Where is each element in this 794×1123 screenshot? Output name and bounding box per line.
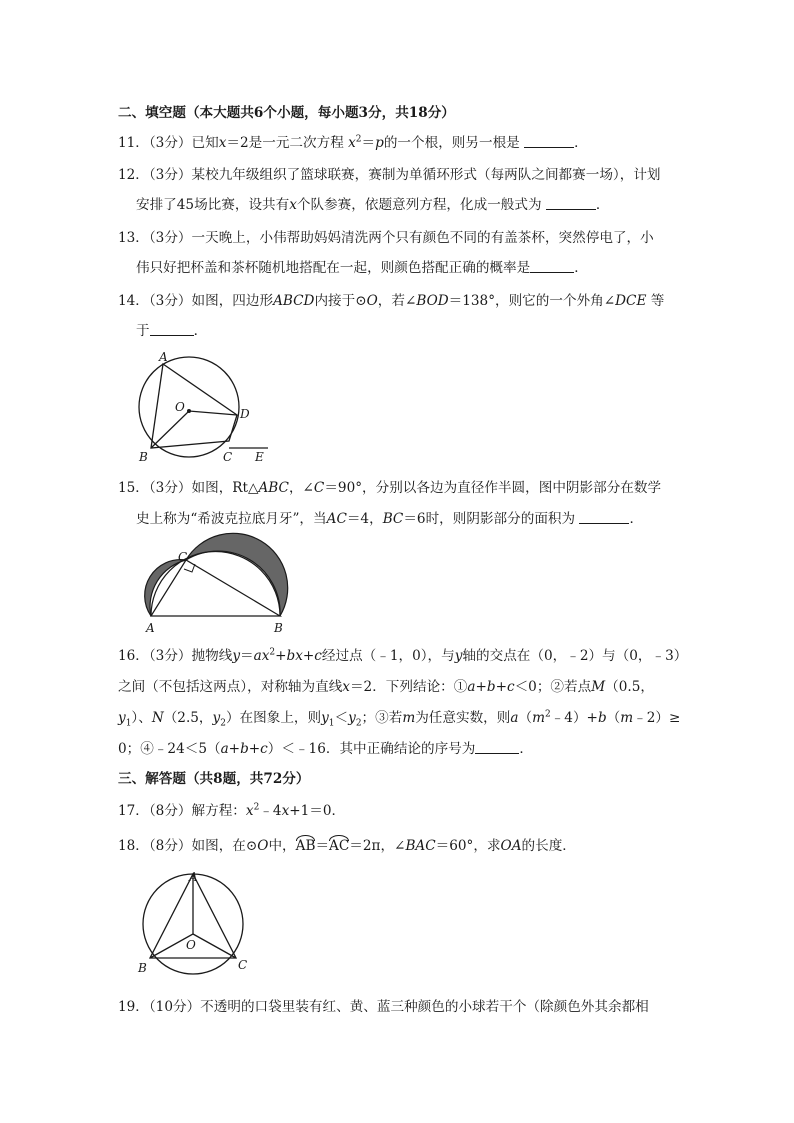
question-16-line-2: 之间（不包括这两点），对称轴为直线x＝2．下列结论：①a+b+c＜0；②若点M（0.5， bbox=[118, 679, 654, 695]
label-c: C bbox=[238, 958, 248, 972]
question-13: 13．（3分）一天晚上，小伟帮助妈妈清洗两个只有颜色不同的有盖茶杯，突然停电了，小 bbox=[118, 230, 654, 246]
label-a: A bbox=[146, 621, 155, 635]
question-16: 16．（3分）抛物线$y=ax^2+bx+c$经过点（﹣1，0），与y轴的交点在（0，﹣2）与（0，﹣3） bbox=[118, 647, 688, 664]
question-16-line-3: $y_1$）、N（2.5，$y_2$）在图象上，则$y_1<y_2$；③若m为任意实数，则$a(m^2﹣4)+b(m﹣2)\ge$ bbox=[118, 709, 681, 729]
label-b: B bbox=[139, 450, 148, 464]
label-e: E bbox=[255, 450, 264, 464]
question-12-line-2: 安排了45场比赛，设共有x个队参赛，依题意列方程，化成一般式为 ． bbox=[136, 197, 610, 213]
label-d: D bbox=[240, 407, 250, 421]
label-b: B bbox=[138, 961, 147, 975]
question-16-line-4: 0；④﹣24＜5（a+b+c）＜﹣16．其中正确结论的序号为 ． bbox=[118, 741, 533, 757]
question-17: 17．（8分）解方程：$x^2﹣4x+1=0$． bbox=[118, 802, 346, 819]
label-c: C bbox=[223, 450, 233, 464]
label-a: A bbox=[189, 870, 198, 884]
label-o: O bbox=[186, 938, 196, 952]
label-o: O bbox=[175, 400, 185, 414]
section-heading-fill-blank: 二、填空题（本大题共6个小题，每小题3分，共18分） bbox=[118, 105, 455, 121]
section-heading-solve: 三、解答题（共8题，共72分） bbox=[118, 771, 310, 787]
question-14: 14．（3分）如图，四边形ABCD内接于⊙O，若∠BOD＝138°，则它的一个外角∠DCE 等 bbox=[118, 293, 665, 309]
label-b: B bbox=[274, 621, 283, 635]
label-a: A bbox=[159, 350, 168, 364]
arc-ac: AC bbox=[329, 838, 350, 854]
label-c: C bbox=[178, 550, 188, 564]
question-19: 19．（10分）不透明的口袋里装有红、黄、蓝三种颜色的小球若干个（除颜色外其余都相 bbox=[118, 999, 649, 1015]
question-14-line-2: 于 ． bbox=[136, 323, 208, 339]
question-18: 18．（8分）如图，在⊙O中，AB＝AC＝2π，∠BAC＝60°，求OA的长度． bbox=[118, 838, 576, 854]
arc-ab: AB bbox=[295, 838, 316, 854]
question-11: 11．（3分）已知x＝2是一元二次方程 $x^2=p$的一个根，则另一根是 ． bbox=[118, 134, 588, 151]
question-12: 12．（3分）某校九年级组织了篮球联赛，赛制为单循环形式（每两队之间都赛一场），计划 bbox=[118, 167, 661, 183]
question-15: 15．（3分）如图，Rt△ABC，∠C＝90°，分别以各边为直径作半圆，图中阴影部分在数学 bbox=[118, 480, 662, 496]
question-15-line-2: 史上称为“希波克拉底月牙”，当AC＝4，BC＝6时，则阴影部分的面积为 ． bbox=[136, 511, 644, 527]
question-13-line-2: 伟只好把杯盖和茶杯随机地搭配在一起，则颜色搭配正确的概率是 ． bbox=[136, 260, 588, 276]
